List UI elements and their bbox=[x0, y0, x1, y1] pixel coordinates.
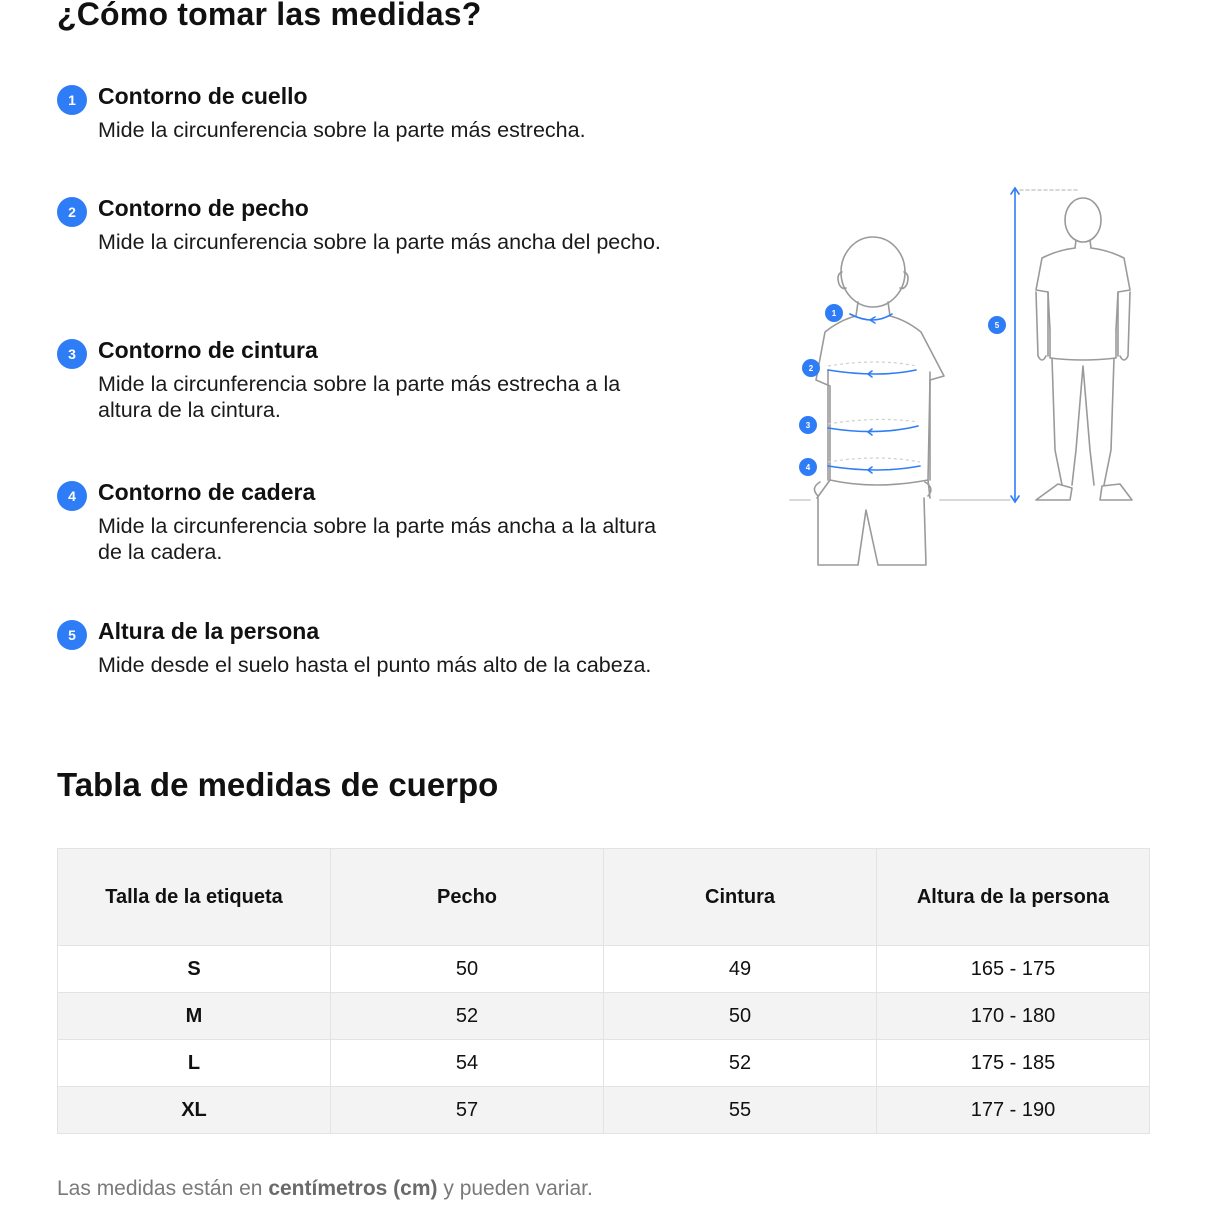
table-row bbox=[58, 993, 1150, 1040]
front-figure-shorts bbox=[818, 498, 926, 565]
column-header: Altura de la persona bbox=[877, 849, 1150, 946]
chest-cell: 57 bbox=[331, 1087, 604, 1134]
svg-text:2: 2 bbox=[808, 364, 814, 373]
waist-measure-line bbox=[828, 426, 918, 432]
size-table-title: Tabla de medidas de cuerpo bbox=[57, 766, 499, 803]
footnote-text-before: Las medidas están en bbox=[57, 1177, 269, 1200]
front-figure-head bbox=[841, 237, 905, 307]
step-number-badge: 2 bbox=[57, 197, 87, 227]
units-footnote bbox=[57, 1177, 593, 1201]
column-header: Talla de la etiqueta bbox=[58, 849, 331, 946]
step-title: Contorno de pecho bbox=[98, 195, 309, 221]
marker-3 bbox=[799, 416, 817, 434]
step-number-badge: 5 bbox=[57, 620, 87, 650]
full-body-figure bbox=[1036, 198, 1132, 500]
table-row bbox=[58, 1040, 1150, 1087]
table-header-row bbox=[58, 849, 1150, 946]
footnote-text-after: y pueden variar. bbox=[437, 1177, 593, 1200]
marker-4 bbox=[799, 458, 817, 476]
waist-cell: 55 bbox=[604, 1087, 877, 1134]
page-title: ¿Cómo tomar las medidas? bbox=[57, 0, 482, 32]
svg-text:3: 3 bbox=[805, 421, 811, 430]
height-cell: 165 - 175 bbox=[877, 946, 1150, 993]
step-title: Contorno de cadera bbox=[98, 479, 316, 505]
footnote-units: centímetros (cm) bbox=[268, 1177, 438, 1200]
svg-text:4: 4 bbox=[805, 463, 811, 472]
size-cell: XL bbox=[58, 1087, 331, 1134]
column-header: Cintura bbox=[604, 849, 877, 946]
height-cell: 177 - 190 bbox=[877, 1087, 1150, 1134]
height-cell: 170 - 180 bbox=[877, 993, 1150, 1040]
table-row bbox=[58, 1087, 1150, 1134]
size-cell: M bbox=[58, 993, 331, 1040]
body-measurement-illustration bbox=[780, 180, 1160, 580]
step-description: Mide la circunferencia sobre la parte más estrecha a la altura de la cintura. bbox=[98, 372, 621, 422]
marker-2 bbox=[802, 359, 820, 377]
svg-text:1: 1 bbox=[831, 309, 837, 318]
marker-5 bbox=[988, 316, 1006, 334]
size-chart-table bbox=[57, 848, 1150, 1134]
step-description: Mide la circunferencia sobre la parte más estrecha. bbox=[98, 118, 586, 142]
step-number-badge: 4 bbox=[57, 481, 87, 511]
table-row bbox=[58, 946, 1150, 993]
size-cell: S bbox=[58, 946, 331, 993]
step-title: Altura de la persona bbox=[98, 618, 320, 644]
step-description: Mide la circunferencia sobre la parte más ancha a la altura de la cadera. bbox=[98, 514, 657, 564]
chest-cell: 50 bbox=[331, 946, 604, 993]
step-number-badge: 3 bbox=[57, 339, 87, 369]
svg-text:5: 5 bbox=[994, 321, 1000, 330]
height-cell: 175 - 185 bbox=[877, 1040, 1150, 1087]
waist-cell: 52 bbox=[604, 1040, 877, 1087]
size-cell: L bbox=[58, 1040, 331, 1087]
step-title: Contorno de cuello bbox=[98, 83, 308, 109]
chest-cell: 52 bbox=[331, 993, 604, 1040]
marker-1 bbox=[825, 304, 843, 322]
waist-cell: 49 bbox=[604, 946, 877, 993]
chest-cell: 54 bbox=[331, 1040, 604, 1087]
step-title: Contorno de cintura bbox=[98, 337, 318, 363]
step-number-badge: 1 bbox=[57, 85, 87, 115]
column-header: Pecho bbox=[331, 849, 604, 946]
step-description: Mide desde el suelo hasta el punto más alto de la cabeza. bbox=[98, 653, 652, 677]
step-description: Mide la circunferencia sobre la parte más ancha del pecho. bbox=[98, 230, 661, 254]
waist-cell: 50 bbox=[604, 993, 877, 1040]
hip-measure-line bbox=[828, 466, 920, 470]
